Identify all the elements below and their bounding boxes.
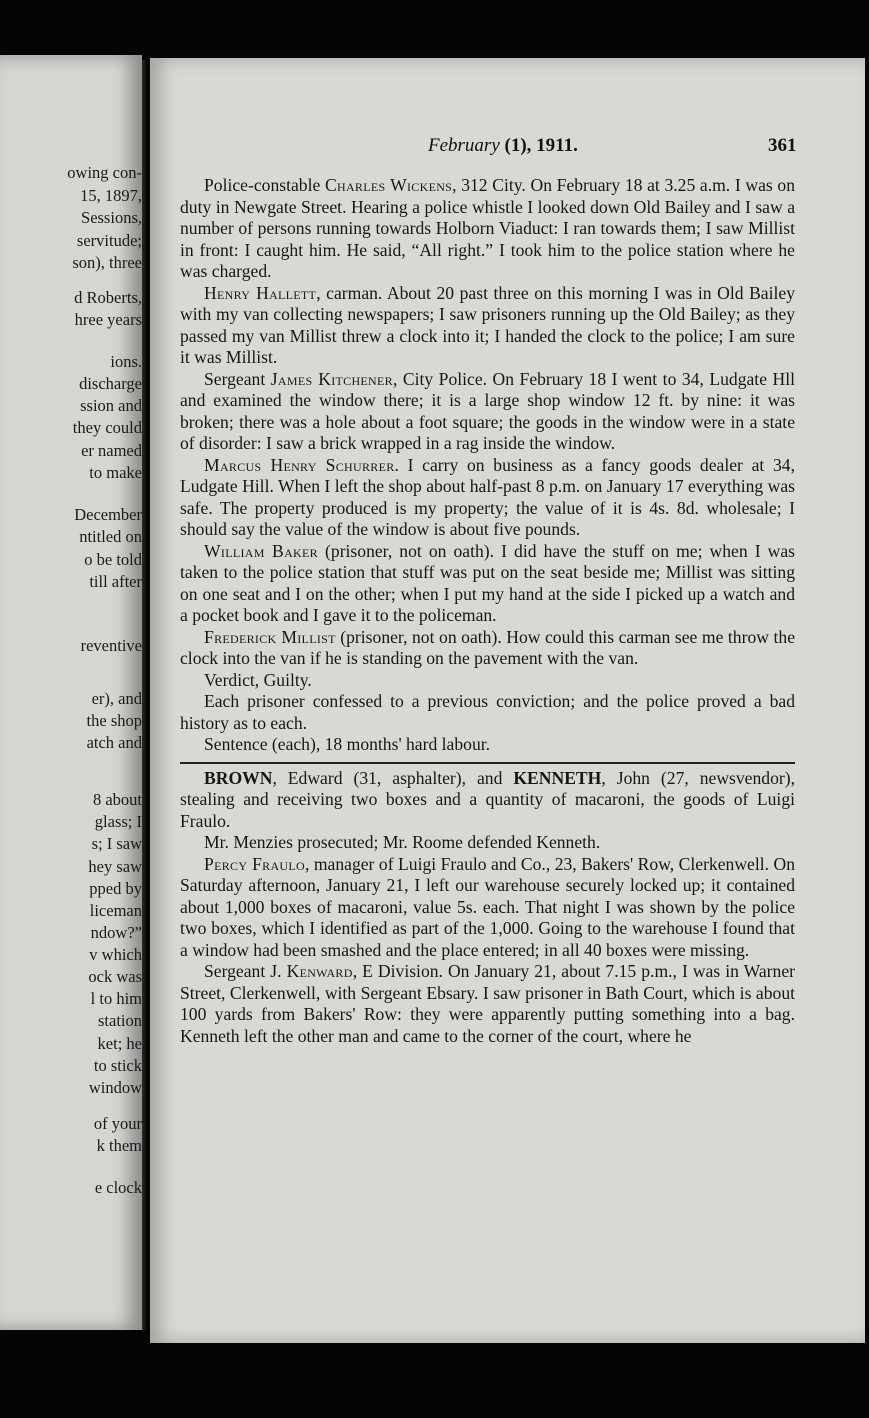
facing-page-line: d Roberts, <box>74 288 142 307</box>
testimony-paragraph <box>180 832 795 854</box>
facing-page-line: the shop <box>86 711 142 730</box>
facing-page-line: servitude; <box>76 231 142 250</box>
testimony-paragraph <box>180 961 795 1047</box>
facing-page-line: discharge <box>79 374 142 393</box>
facing-page-line: ssion and <box>80 396 142 415</box>
facing-page-line: v which <box>89 945 142 964</box>
page-number: 361 <box>768 135 797 156</box>
facing-page-line: hree years <box>74 310 142 329</box>
facing-page-line: ntitled on <box>79 527 142 546</box>
case-heading-text-1: , Edward (31, asphalter), and <box>272 767 514 788</box>
testimony-paragraph <box>180 175 795 283</box>
witness-name: Marcus Henry Schurrer <box>204 454 395 475</box>
page-body <box>180 175 795 1047</box>
paragraph-text: Verdict, Guilty. <box>204 669 312 690</box>
paragraph-text: Mr. Menzies prosecuted; Mr. Roome defended Kenneth. <box>204 832 601 852</box>
facing-page-line: ock was <box>88 967 142 986</box>
testimony-paragraph <box>180 369 795 455</box>
facing-page-line: er), and <box>91 689 142 708</box>
facing-page-line: window <box>88 1078 142 1097</box>
testimony-paragraph <box>180 734 795 756</box>
testimony-paragraph <box>180 670 795 692</box>
facing-page-line: to stick <box>93 1056 142 1075</box>
facing-page-line: reventive <box>80 636 142 655</box>
speaker-title: Police-constable <box>204 175 325 195</box>
case-heading-text-2: , John (27, newsvendor), stealing and receiving two boxes and a quantity of macaroni, the goods of Luigi Fraulo. <box>180 767 795 831</box>
facing-page-line: ndow?” <box>90 923 142 942</box>
facing-page-line: atch and <box>86 733 142 752</box>
facing-page <box>0 55 142 1330</box>
header-month: February <box>428 135 500 156</box>
speaker-title: Sergeant <box>204 368 271 389</box>
testimony-paragraph <box>180 627 795 670</box>
witness-name: Kenward <box>286 961 353 981</box>
testimony-block-2 <box>180 832 795 1047</box>
paragraph-text: Each prisoner confessed to a previous conviction; and the police proved a bad history as to each. <box>180 691 795 733</box>
facing-page-line: to make <box>89 463 142 482</box>
paragraph-text: , 312 City. On February 18 at 3.25 a.m. I was on duty in Newgate Street. Hearing a police whistle I looked down Old Bailey and I saw a number of persons running towards Holborn Viaduct: I ran towards them; I saw Millist in front: I caught him. He said, “All right.” I took him to the police station where he was charged. <box>180 175 795 281</box>
header-date-rest: (1), 1911. <box>504 135 578 156</box>
paragraph-text: (prisoner, not on oath). How could this carman see me throw the clock into the van if he is standing on the pavement with the van. <box>180 626 795 668</box>
speaker-title: Sergeant J. <box>204 961 287 981</box>
running-header <box>150 135 865 159</box>
facing-page-line: station <box>98 1011 142 1030</box>
paragraph-text: . I carry on business as a fancy goods dealer at 34, Ludgate Hill. When I left the shop about half-past 8 p.m. on January 17 everything was safe. The property produced is my property; the value of it is 4s. 8d. wholesale; I should say the value of the window is about five pounds. <box>180 454 795 539</box>
defendant-name-1: BROWN <box>204 767 273 788</box>
testimony-block-1 <box>180 175 795 756</box>
witness-name: Charles Wickens <box>324 175 453 195</box>
testimony-paragraph <box>180 455 795 541</box>
paragraph-text: , manager of Luigi Fraulo and Co., 23, Bakers' Row, Clerkenwell. On Saturday afternoon, January 21, I left our warehouse securely locked up; it contained about 1,000 boxes of macaroni, value 5s. each. That night I was shown by the police two boxes, which I identified as part of the 1,000. Going to the warehouse I found that a window had been smashed and the place entered; in all 40 boxes were missing. <box>180 853 795 960</box>
facing-page-line: of your <box>93 1114 142 1133</box>
facing-page-line: er named <box>81 441 142 460</box>
facing-page-line: s; I saw <box>91 834 142 853</box>
facing-page-line: pped by <box>89 879 142 898</box>
header-date <box>428 135 578 157</box>
facing-page-line: ket; he <box>97 1034 142 1053</box>
witness-name: William Baker <box>204 540 318 561</box>
facing-page-line: ions. <box>110 352 142 371</box>
witness-name: James Kitchener <box>270 368 393 389</box>
facing-page-line: Sessions, <box>81 208 142 227</box>
case-heading <box>180 768 795 833</box>
facing-page-line: 15, 1897, <box>80 186 142 205</box>
paragraph-text: (prisoner, not on oath). I did have the stuff on me; when I was taken to the police station that stuff was put on the seat beside me; Millist was sitting on one seat and I on the other; when I put my hand at the side I picked up a watch and a pocket book and I gave it to the policeman. <box>180 540 795 625</box>
facing-page-line: hey saw <box>88 857 142 876</box>
testimony-paragraph <box>180 283 795 369</box>
facing-page-line: o be told <box>84 550 142 569</box>
defendant-name-2: KENNETH <box>513 767 602 788</box>
paragraph-text: , City Police. On February 18 I went to 34, Ludgate Hll and examined the window there; it is a large shop window 12 ft. by nine: it was broken; there was a hole about a foot square; the goods in the window were in a state of disorder: I saw a brick wrapped in a rag inside the window. <box>180 368 795 453</box>
testimony-paragraph <box>180 854 795 962</box>
facing-page-line: liceman <box>89 901 142 920</box>
facing-page-line: 8 about <box>92 790 142 809</box>
witness-name: Henry Hallett <box>204 282 317 303</box>
paragraph-text: , E Division. On January 21, about 7.15 p.m., I was in Warner Street, Clerkenwell, with Sergeant Ebsary. I saw prisoner in Bath Court, which is about 100 yards from Bakers' Row: they were apparently putting something into a bag. Kenneth left the other man and came to the corner of the court, where he <box>180 961 795 1046</box>
witness-name: Frederick Millist <box>204 626 336 647</box>
facing-page-line: l to him <box>90 989 142 1008</box>
testimony-paragraph <box>180 541 795 627</box>
facing-page-line: owing con- <box>67 163 142 182</box>
paragraph-text: Sentence (each), 18 months' hard labour. <box>204 734 491 754</box>
facing-page-line: December <box>74 505 142 524</box>
facing-page-line: son), three <box>72 253 142 272</box>
witness-name: Percy Fraulo <box>204 853 305 874</box>
testimony-paragraph <box>180 691 795 734</box>
facing-page-line: they could <box>72 418 142 437</box>
facing-page-line: e clock <box>94 1178 142 1197</box>
paragraph-text: , carman. About 20 past three on this morning I was in Old Bailey with my van collecting newspapers; I saw prisoners running up the Old Bailey; as they passed my van Millist threw a clock into it; I handed the clock to the police; I am sure it was Millist. <box>180 282 796 367</box>
facing-page-line: till after <box>89 572 142 591</box>
case-divider <box>180 762 795 764</box>
facing-page-line: glass; I <box>94 812 142 831</box>
facing-page-line: k them <box>96 1136 142 1155</box>
